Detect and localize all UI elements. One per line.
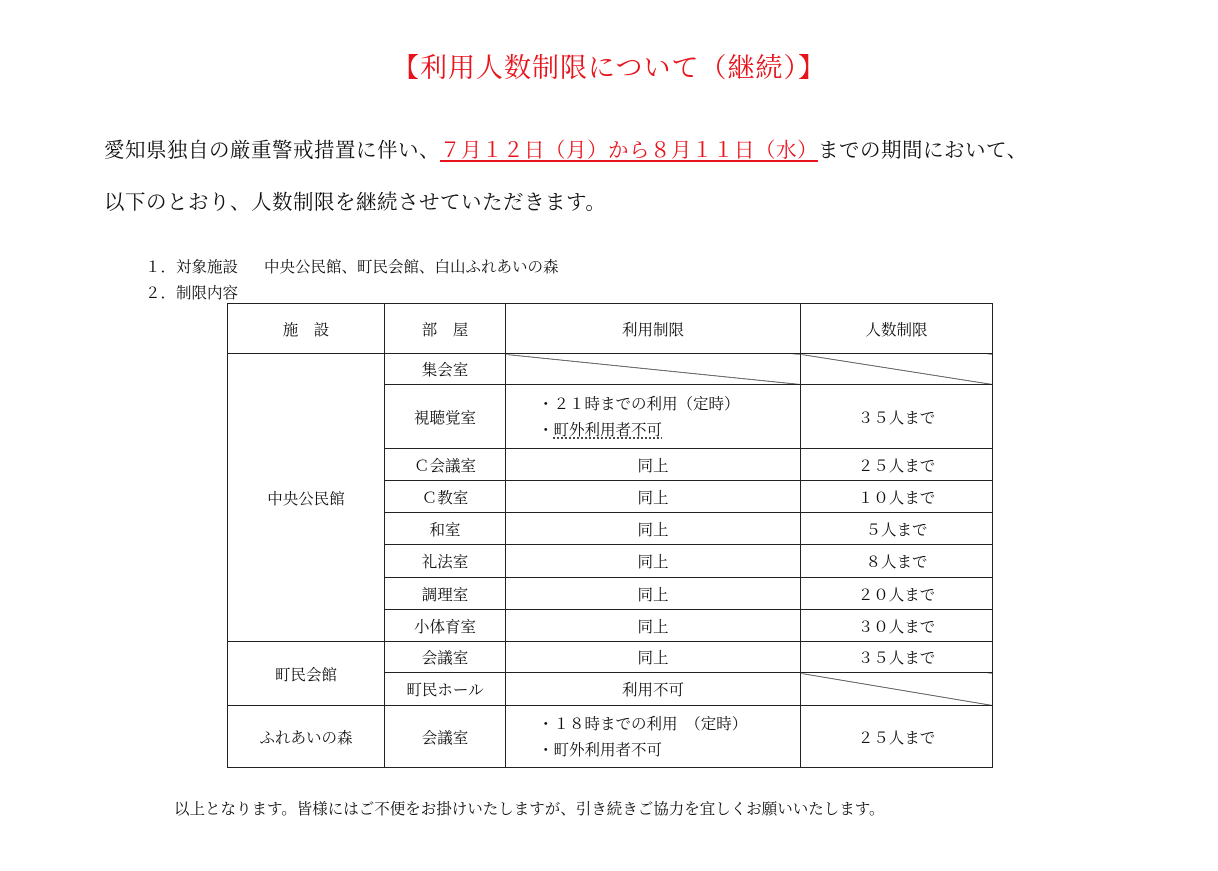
restriction-line: ・町外利用者不可: [538, 420, 663, 439]
intro-post: までの期間において、: [818, 138, 1028, 162]
closing-note: 以上となります。皆様にはご不便をお掛けいたしますが、引き続きご協力を宜しくお願いいたします。: [174, 800, 885, 818]
capacity-cell: １０人まで: [801, 481, 993, 513]
restriction-cell: 同上: [506, 481, 801, 513]
room-cell: 小体育室: [385, 610, 506, 642]
restriction-cell: 同上: [506, 545, 801, 578]
intro-pre: 愛知県独自の厳重警戒措置に伴い、: [104, 138, 440, 162]
capacity-cell: ３５人まで: [801, 642, 993, 673]
capacity-cell: ３５人まで: [801, 385, 993, 449]
room-cell: 礼法室: [385, 545, 506, 578]
restriction-cell: 同上: [506, 610, 801, 642]
restriction-cell: 同上: [506, 578, 801, 610]
facilities-label: １．対象施設: [145, 258, 239, 276]
room-cell: Ｃ教室: [385, 481, 506, 513]
restriction-cell: 利用不可: [506, 673, 801, 706]
room-cell: Ｃ会議室: [385, 449, 506, 481]
facilities-value: 中央公民館、町民会館、白山ふれあいの森: [264, 258, 559, 276]
capacity-cell: ２０人まで: [801, 578, 993, 610]
page-title: 【利用人数制限について（継続）】: [392, 53, 826, 84]
capacity-cell: ５人まで: [801, 513, 993, 545]
restriction-cell: 同上: [506, 642, 801, 673]
capacity-cell-empty: [801, 354, 993, 385]
room-cell: 視聴覚室: [385, 385, 506, 449]
room-cell: 会議室: [385, 706, 506, 768]
table-row: [228, 706, 993, 768]
limits-table: [227, 303, 993, 768]
facility-cell: ふれあいの森: [228, 706, 385, 768]
intro-line-2: 以下のとおり、人数制限を継続させていただきます。: [104, 190, 607, 214]
facility-cell: 町民会館: [228, 642, 385, 706]
restriction-line: ・１８時までの利用 （定時）: [538, 714, 748, 733]
capacity-cell: ２５人まで: [801, 449, 993, 481]
header-restriction: 利用制限: [506, 304, 801, 354]
capacity-cell: ２５人まで: [801, 706, 993, 768]
room-cell: 和室: [385, 513, 506, 545]
restriction-line: ・２１時までの利用（定時）: [538, 394, 740, 413]
restriction-underlined: 町外利用者不可: [553, 420, 663, 439]
table-row: [228, 642, 993, 673]
room-cell: 会議室: [385, 642, 506, 673]
restriction-cell: 同上: [506, 513, 801, 545]
room-cell: 町民ホール: [385, 673, 506, 706]
restriction-line: ・町外利用者不可: [538, 740, 663, 759]
restriction-cell: 同上: [506, 449, 801, 481]
header-capacity: 人数制限: [801, 304, 993, 354]
restriction-content-label: ２．制限内容: [145, 284, 239, 302]
header-room: 部 屋: [385, 304, 506, 354]
capacity-cell: ８人まで: [801, 545, 993, 578]
restriction-cell: [506, 706, 801, 768]
facility-cell: 中央公民館: [228, 354, 385, 642]
room-cell: 集会室: [385, 354, 506, 385]
room-cell: 調理室: [385, 578, 506, 610]
period-highlight: ７月１２日（月）から８月１１日（水）: [440, 138, 818, 162]
capacity-cell: ３０人まで: [801, 610, 993, 642]
restriction-cell: [506, 385, 801, 449]
restriction-cell-empty: [506, 354, 801, 385]
intro-line-1: [104, 133, 1028, 163]
target-facilities: [145, 255, 559, 277]
table-row: [228, 354, 993, 385]
header-facility: 施 設: [228, 304, 385, 354]
table-header-row: [228, 304, 993, 354]
capacity-cell-empty: [801, 673, 993, 706]
